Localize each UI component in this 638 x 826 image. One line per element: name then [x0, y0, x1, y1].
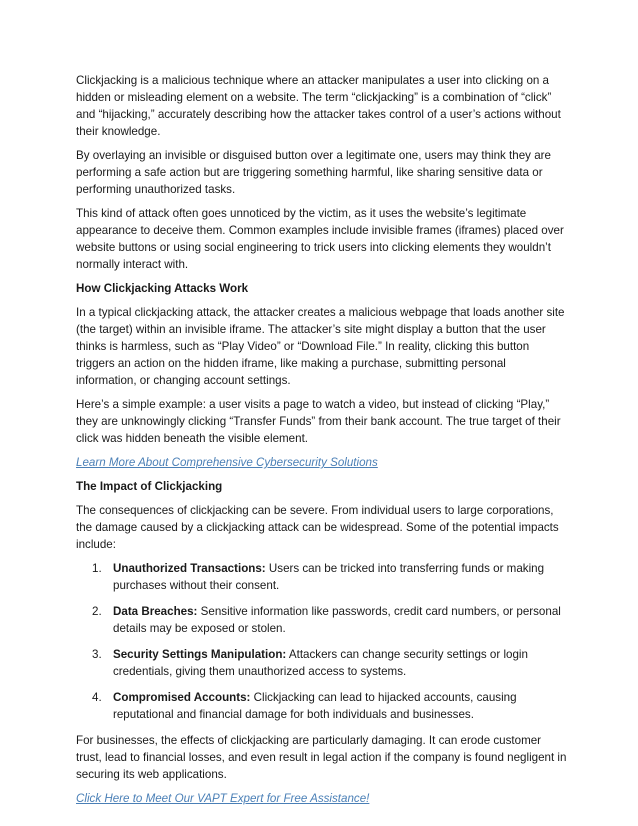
list-item-number: 1.	[92, 562, 102, 575]
list-item	[76, 689, 568, 723]
list-item-title: Unauthorized Transactions:	[113, 562, 266, 575]
list-item-number: 4.	[92, 691, 102, 704]
list-item-title: Security Settings Manipulation:	[113, 648, 287, 661]
list-item	[76, 603, 568, 637]
section-heading-how-it-works: How Clickjacking Attacks Work	[76, 282, 249, 295]
list-item-number: 2.	[92, 605, 102, 618]
intro-paragraph-3: This kind of attack often goes unnoticed by the victim, as it uses the website’s legitimate appearance to deceive them. Common examples include invisible frames (iframes) placed over website buttons or using social engineering to trick users into clicking elements they wouldn’t normally interact with.	[76, 207, 564, 271]
intro-paragraph-1: Clickjacking is a malicious technique where an attacker manipulates a user into clicking on a hidden or misleading element on a website. The term “clickjacking” is a combination of “click” and “hijacking,” accurately describing how the attacker takes control of a user’s actions without their knowledge.	[76, 74, 561, 138]
list-item-title: Compromised Accounts:	[113, 691, 251, 704]
how-it-works-paragraph-2: Here’s a simple example: a user visits a page to watch a video, but instead of clicking “Play,” they are unknowingly clicking “Transfer Funds” from their bank account. The true target of their click was hidden beneath the visible element.	[76, 398, 561, 445]
list-item-text: Attackers can change security settings or login credentials, giving them unauthorized access to systems.	[113, 648, 528, 678]
section-heading-impact: The Impact of Clickjacking	[76, 480, 223, 493]
impact-intro-paragraph: The consequences of clickjacking can be severe. From individual users to large corporations, the damage caused by a clickjacking attack can be widespread. Some of the potential impacts include:	[76, 504, 559, 551]
impact-list	[76, 560, 568, 723]
cybersecurity-solutions-link[interactable]: Learn More About Comprehensive Cybersecurity Solutions	[76, 456, 378, 469]
list-item	[76, 646, 568, 680]
impact-closing-paragraph: For businesses, the effects of clickjacking are particularly damaging. It can erode customer trust, lead to financial losses, and even result in legal action if the company is found negligent in securing its web applications.	[76, 734, 567, 781]
list-item-text: Users can be tricked into transferring funds or making purchases without their consent.	[113, 562, 545, 592]
list-item	[76, 560, 568, 594]
list-item-text: Clickjacking can lead to hijacked accounts, causing reputational and financial damage for both individuals and businesses.	[113, 691, 517, 721]
vapt-expert-link[interactable]: Click Here to Meet Our VAPT Expert for Free Assistance!	[76, 792, 370, 805]
list-item-number: 3.	[92, 648, 102, 661]
list-item-text: Sensitive information like passwords, credit card numbers, or personal details may be exposed or stolen.	[113, 605, 561, 635]
list-item-title: Data Breaches:	[113, 605, 198, 618]
intro-paragraph-2: By overlaying an invisible or disguised button over a legitimate one, users may think they are performing a safe action but are triggering something harmful, like sharing sensitive data or performing unauthorized tasks.	[76, 149, 551, 196]
how-it-works-paragraph-1: In a typical clickjacking attack, the attacker creates a malicious webpage that loads another site (the target) within an invisible iframe. The attacker’s site might display a button that the user thinks is harmless, such as “Play Video” or “Download File.” In reality, clicking this button triggers an action on the hidden iframe, like making a purchase, submitting personal information, or changing account settings.	[76, 306, 565, 387]
